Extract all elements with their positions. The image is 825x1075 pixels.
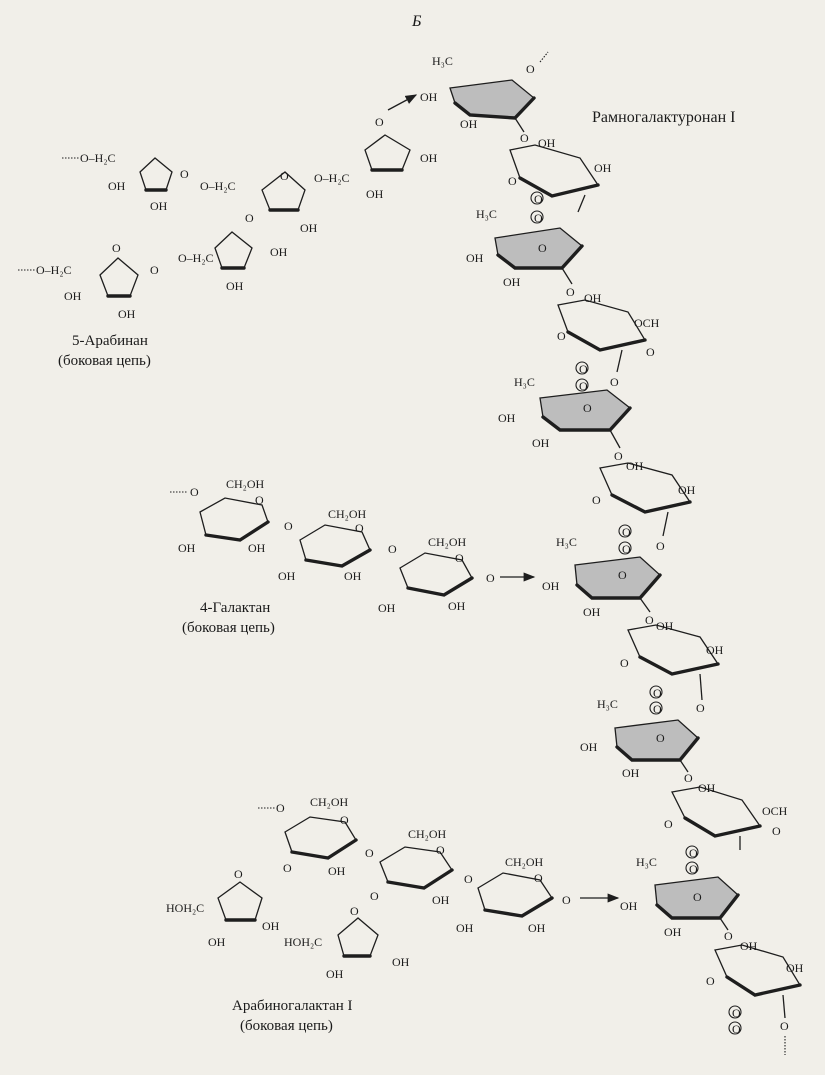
ch2oh-label: CH₂OH [310,795,349,809]
glycosidic-oxygen: O [520,131,529,145]
h3c-label: H₃C [636,855,657,869]
ring-oxygen: O [112,241,121,255]
carboxylate-oxygen: O [653,686,662,700]
glycosidic-oxygen: O [780,1019,789,1033]
oh-label: OH [580,740,598,754]
oh-label: OH [664,925,682,939]
oh-label: OH [178,541,196,555]
oh-label: OH [532,436,550,450]
oh-label: OH [503,275,521,289]
oh-label: OH [620,899,638,913]
glycosidic-oxygen: O [566,285,575,299]
oh-label: OH [626,459,644,473]
carboxylate-oxygen: O [653,702,662,716]
glycosidic-oxygen: O [645,613,654,627]
ring-oxygen: O [340,813,349,827]
ring-oxygen: O [455,551,464,565]
carboxylate-oxygen: O [534,192,543,206]
oh-label: OH [226,279,244,293]
arabinan-side-chain [18,95,438,369]
oh-label: OH [656,619,674,633]
chain-continuation [540,52,548,62]
ch2oh-label: CH₂OH [226,477,265,491]
ring-oxygen: O [592,493,601,507]
galacturonic-ring-3 [592,459,696,556]
figure-letter: Б [412,13,422,30]
glycosidic-oxygen: O [696,701,705,715]
ring-oxygen: O [664,817,673,831]
oh-label: OH [366,187,384,201]
oh-label: OH [432,893,450,907]
oh-label: OH [740,939,758,953]
glycosidic-oxygen: O [276,801,285,815]
galacturonic-ring-1 [508,136,612,225]
arabinan-title: 5-Арабинан [72,333,148,349]
rhamnose-ring-4 [542,535,660,619]
o-h2c-label: O–H₂C [80,151,116,165]
oh-label: OH [208,935,226,949]
ring-oxygen: O [583,401,592,415]
oh-label: OH [344,569,362,583]
ring-oxygen: O [355,521,364,535]
glycosidic-oxygen: O [614,449,623,463]
o-h2c-label: O–H₂C [178,251,214,265]
ring-oxygen: O [534,871,543,885]
ring-oxygen: O [255,493,264,507]
hoh2c-label: HOH₂C [284,935,323,949]
glycosidic-oxygen: O [610,375,619,389]
ring-oxygen: O [526,62,535,76]
h3c-label: H₃C [597,697,618,711]
oh-label: OH [262,919,280,933]
oh-label: OH [378,601,396,615]
carboxylate-oxygen: O [622,542,631,556]
carboxylate-oxygen: O [732,1006,741,1020]
oh-label: OH [300,221,318,235]
carboxylate-oxygen: O [534,211,543,225]
oh-label: OH [278,569,296,583]
galacturonic-ring-2 [557,291,660,393]
oh-label: OH [538,136,556,150]
rhamnose-ring-2 [466,207,582,289]
ring-oxygen: O [350,904,359,918]
glycosidic-oxygen: O [245,211,254,225]
oh-label: OH [460,117,478,131]
oh-label: OH [594,161,612,175]
oh-label: OH [150,199,168,213]
oh-label: OH [64,289,82,303]
oh-label: OH [420,151,438,165]
carboxylate-oxygen: O [579,362,588,376]
oh-label: OH [326,967,344,981]
oh-label: OH [498,411,516,425]
carboxylate-oxygen: O [732,1022,741,1036]
carboxylate-oxygen: O [622,525,631,539]
rhamnose-ring-5 [580,697,698,780]
rhamnose-ring-1 [420,52,548,131]
ring-oxygen: O [280,169,289,183]
oh-label: OH [786,961,804,975]
o-h2c-label: O–H₂C [200,179,236,193]
glycosidic-oxygen: O [656,539,665,553]
glycosidic-oxygen: O [388,542,397,556]
galactan-note: (боковая цепь) [182,620,275,636]
glycosidic-oxygen: O [464,872,473,886]
oh-label: OH [248,541,266,555]
oh-label: OH [270,245,288,259]
oh-label: OH [108,179,126,193]
galacturonic-ring-5 [664,781,788,876]
ring-oxygen: O [557,329,566,343]
glycosidic-oxygen: O [486,571,495,585]
oh-label: OH [584,291,602,305]
ch2oh-label: CH₂OH [428,535,467,549]
carboxylate-oxygen: O [689,846,698,860]
oh-label: OH [328,864,346,878]
oh-label: OH [392,955,410,969]
carboxylate-oxygen: O [689,862,698,876]
ch2oh-label: CH₂OH [328,507,367,521]
arabinogalactan-note: (боковая цепь) [240,1018,333,1034]
carbonyl-oxygen: O [772,824,781,838]
hoh2c-label: HOH₂C [166,901,205,915]
glycosidic-oxygen: O [190,485,199,499]
oh-label: OH [528,921,546,935]
formyl-label: OCH [634,316,660,330]
arabinogalactan-side-chain [166,795,618,1034]
oh-label: OH [698,781,716,795]
oh-label: OH [583,605,601,619]
ring-oxygen: O [180,167,189,181]
carboxylate-oxygen: O [579,379,588,393]
glycosidic-oxygen: O [284,519,293,533]
h3c-label: H₃C [476,207,497,221]
oh-label: OH [678,483,696,497]
ring-oxygen: O [656,731,665,745]
ring-oxygen: O [436,843,445,857]
oh-label: OH [466,251,484,265]
oh-label: OH [420,90,438,104]
rhamnogalacturonan-title: Рамногалактуронан I [592,109,736,126]
ring-oxygen: O [234,867,243,881]
arabinan-note: (боковая цепь) [58,353,151,369]
glycosidic-oxygen: O [370,889,379,903]
glycosidic-oxygen: O [365,846,374,860]
ring-oxygen: O [693,890,702,904]
galactan-title: 4-Галактан [200,600,271,616]
o-h2c-label: O–H₂C [36,263,72,277]
arabinogalactan-title: Арабиногалактан I [232,998,353,1014]
oh-label: OH [622,766,640,780]
ring-oxygen: O [508,174,517,188]
ring-oxygen: O [620,656,629,670]
glycosidic-oxygen: O [562,893,571,907]
oh-label: OH [456,921,474,935]
h3c-label: H₃C [556,535,577,549]
galacturonic-ring-4 [620,619,724,716]
glycosidic-oxygen: O [724,929,733,943]
formyl-label: OCH [762,804,788,818]
glycosidic-oxygen: O [684,771,693,785]
h3c-label: H₃C [432,54,453,68]
rhamnose-ring-6 [620,855,738,939]
ring-oxygen: O [375,115,384,129]
galactan-side-chain [170,477,534,636]
glycosidic-oxygen: O [150,263,159,277]
glycosidic-oxygen: O [283,861,292,875]
h3c-label: H₃C [514,375,535,389]
ch2oh-label: CH₂OH [408,827,447,841]
carbonyl-oxygen: O [646,345,655,359]
galacturonic-ring-6 [706,939,804,1055]
ring-oxygen: O [538,241,547,255]
ring-oxygen: O [706,974,715,988]
o-h2c-label: O–H₂C [314,171,350,185]
ring-oxygen: O [618,568,627,582]
oh-label: OH [542,579,560,593]
oh-label: OH [706,643,724,657]
ch2oh-label: CH₂OH [505,855,544,869]
oh-label: OH [118,307,136,321]
oh-label: OH [448,599,466,613]
